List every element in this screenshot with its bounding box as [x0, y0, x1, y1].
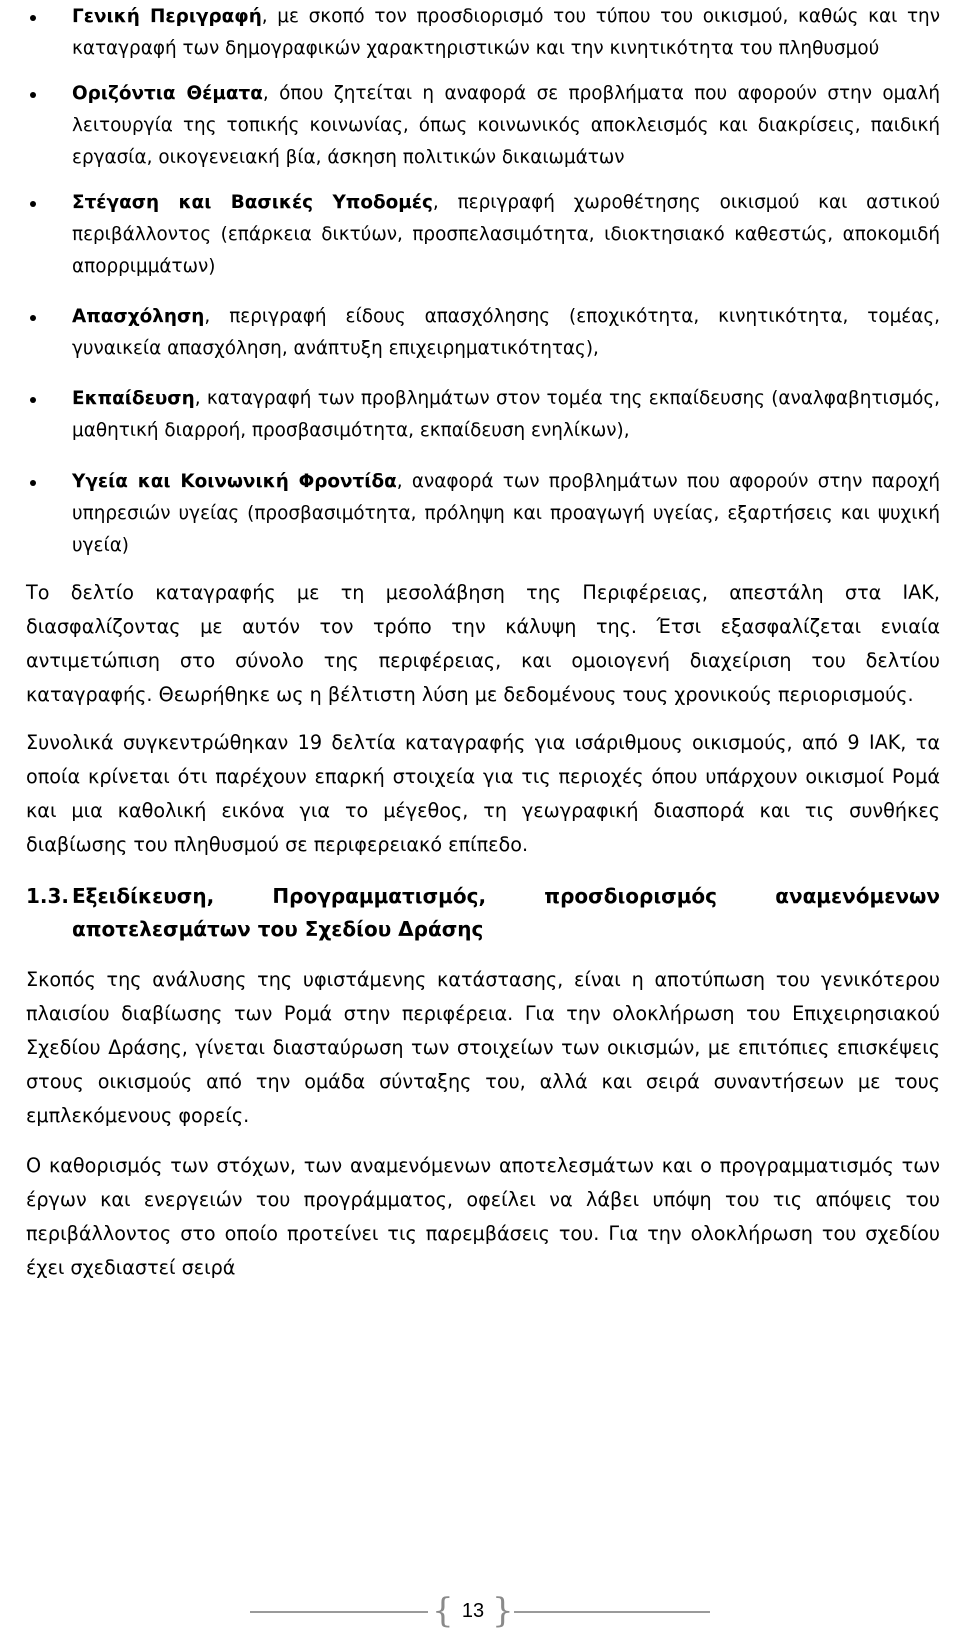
bullet-item-housing — [26, 187, 940, 283]
page-footer — [0, 1592, 960, 1632]
footer-brace-left-icon: { — [432, 1591, 454, 1631]
section-title: Εξειδίκευση, Προγραμματισμός, προσδιορισμός αναμενόμενων αποτελεσμάτων του Σχεδίου Δράσης — [72, 884, 940, 941]
bullet-lead: Υγεία και Κοινωνική Φροντίδα — [72, 471, 397, 492]
bullet-text: , με σκοπό τον προσδιορισμό του τύπου του οικισμού, καθώς και την καταγραφή των δημογραφικών χαρακτηριστικών και την κινητικότητα του πληθυσμού — [72, 6, 940, 59]
bullet-item-employment — [26, 301, 940, 365]
bullet-text: , περιγραφή είδους απασχόλησης (εποχικότητα, κινητικότητα, τομέας, γυναικεία απασχόληση, ανάπτυξη επιχειρηματικότητας), — [72, 306, 940, 359]
paragraph-goals-definition: Ο καθορισμός των στόχων, των αναμενόμενων αποτελεσμάτων και ο προγραμματισμός των έργων και ενεργειών του προγράμματος, οφείλει να λάβει υπόψη του τις απόψεις του περιβάλλοντος στο οποίο προτείνει τις παρεμβάσεις του. Για την ολοκλήρωση του σχεδίου έχει σχεδιαστεί σειρά — [26, 1154, 940, 1279]
bullet-text: , αναφορά των προβλημάτων που αφορούν στην παροχή υπηρεσιών υγείας (προσβασιμότητα, πρόληψη και προαγωγή υγείας, εξαρτήσεις και ψυχική υγεία) — [72, 471, 941, 556]
footer-brace-right-icon: } — [492, 1591, 514, 1631]
footer-rule-right — [514, 1611, 710, 1613]
paragraph-analysis-purpose: Σκοπός της ανάλυσης της υφιστάμενης κατάστασης, είναι η αποτύπωση του γενικότερου πλαισίου διαβίωσης των Ρομά στην περιφέρεια. Για την ολοκλήρωση του Επιχειρησιακού Σχεδίου Δράσης, γίνεται διασταύρωση των στοιχείων των οικισμών, με επιτόπιες επισκέψεις στους οικισμούς από την ομάδα σύνταξης του, αλλά και σειρά συναντήσεων με τους εμπλεκόμενους φορείς. — [26, 968, 940, 1127]
bullet-item-horizontal-issues — [26, 78, 940, 174]
document-page — [26, 0, 940, 1285]
bullet-text: , όπου ζητείται η αναφορά σε προβλήματα που αφορούν στην ομαλή λειτουργία της τοπικής κοινωνίας, όπως κοινωνικός αποκλεισμός και διακρίσεις, παιδική εργασία, οικογενειακή βία, άσκηση πολιτικών δικαιωμάτων — [72, 83, 940, 168]
footer-rule-left — [250, 1611, 428, 1613]
section-number: 1.3. — [26, 884, 70, 908]
paragraph-record-sheet: Το δελτίο καταγραφής με τη μεσολάβηση της Περιφέρειας, απεστάλη στα ΙΑΚ, διασφαλίζοντας με αυτόν τον τρόπο την κάλυψη της. Έτσι εξασφαλίζεται ενιαία αντιμετώπιση στο σύνολο της περιφέρειας, και ομοιογενή διαχείριση του δελτίου καταγραφής. Θεωρήθηκε ως η βέλτιστη λύση με δεδομένους τους χρονικούς περιορισμούς. — [26, 581, 940, 706]
paragraph-collected-sheets: Συνολικά συγκεντρώθηκαν 19 δελτία καταγραφής για ισάριθμους οικισμούς, από 9 ΙΑΚ, τα οποία κρίνεται ότι παρέχουν επαρκή στοιχεία για τις περιοχές όπου υπάρχουν οικισμοί Ρομά και μια καθολική εικόνα για το μέγεθος, τη γεωγραφική διασπορά και τις συνθήκες διαβίωσης του πληθυσμού σε περιφερειακό επίπεδο. — [26, 731, 940, 856]
bullet-item-general-description — [26, 1, 940, 65]
page-number: 13 — [461, 1600, 485, 1622]
bullet-item-health — [26, 466, 940, 562]
bullet-lead: Εκπαίδευση — [72, 388, 195, 409]
bullet-item-education — [26, 383, 940, 447]
bullet-lead: Γενική Περιγραφή — [72, 6, 262, 27]
section-heading — [26, 880, 940, 946]
bullet-lead: Οριζόντια Θέματα — [72, 83, 263, 104]
bullet-lead: Στέγαση και Βασικές Υποδομές — [72, 192, 433, 213]
bullet-text: , καταγραφή των προβλημάτων στον τομέα της εκπαίδευσης (αναλφαβητισμός, μαθητική διαρροή, προσβασιμότητα, εκπαίδευση ενηλίκων), — [72, 388, 940, 441]
bullet-text: , περιγραφή χωροθέτησης οικισμού και αστικού περιβάλλοντος (επάρκεια δικτύων, προσπελασιμότητα, ιδιοκτησιακό καθεστώς, αποκομιδή απορριμμάτων) — [72, 192, 940, 277]
bullet-lead: Απασχόληση — [72, 306, 205, 327]
